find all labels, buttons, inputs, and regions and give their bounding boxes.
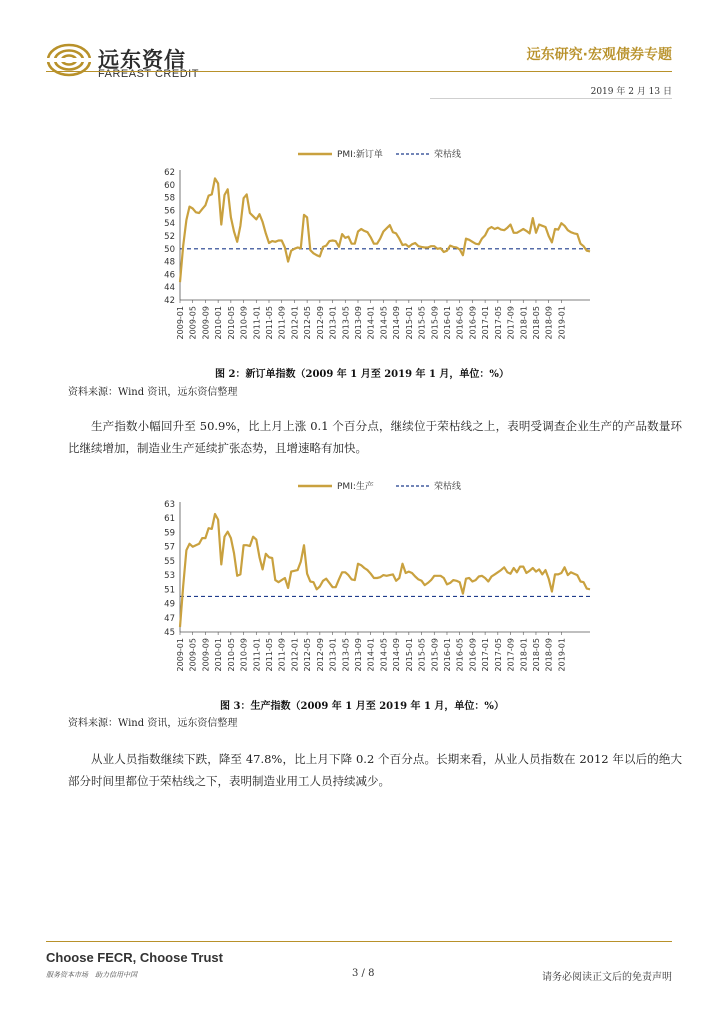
x-tick-label: 2015-01 bbox=[404, 306, 414, 340]
x-tick-label: 2010-01 bbox=[214, 638, 224, 672]
production-paragraph: 生产指数小幅回升至 50.9%，比上月上涨 0.1 个百分点，继续位于荣枯线之上，表明受调查企业生产的产品数量环比继续增加，制造业生产延续扩张态势，且增速略有加快。 bbox=[68, 419, 682, 455]
x-tick-label: 2013-01 bbox=[328, 638, 338, 672]
fareast-logo-icon bbox=[46, 42, 92, 78]
x-tick-label: 2017-01 bbox=[481, 306, 491, 340]
chart-legend bbox=[298, 480, 461, 492]
chart-legend bbox=[298, 148, 461, 160]
new-orders-chart-svg bbox=[160, 142, 610, 354]
x-tick-label: 2009-05 bbox=[188, 638, 198, 672]
x-tick-label: 2018-09 bbox=[544, 306, 554, 340]
figure-3-caption: 图 3：生产指数（2009 年 1 月至 2019 年 1 月，单位：%） bbox=[220, 701, 504, 712]
pmi-series-line bbox=[180, 514, 590, 627]
y-tick-label: 51 bbox=[164, 585, 175, 596]
y-tick-label: 52 bbox=[164, 232, 175, 242]
figure-3-source: 资料来源：Wind 资讯，远东资信整理 bbox=[68, 718, 238, 729]
employment-paragraph: 从业人员指数继续下跌，降至 47.8%，比上月下降 0.2 个百分点。长期来看，从业人员指数在 2012 年以后的绝大部分时间里都位于荣枯线之下，表明制造业用工人员持续减少。 bbox=[68, 752, 682, 788]
page-number: 3 / 8 bbox=[352, 968, 375, 979]
x-tick-label: 2017-01 bbox=[481, 638, 491, 672]
x-tick-label: 2014-01 bbox=[366, 306, 376, 340]
x-tick-label: 2015-09 bbox=[430, 638, 440, 672]
header-divider bbox=[46, 71, 672, 72]
x-tick-label: 2013-05 bbox=[341, 306, 351, 340]
x-tick-label: 2018-01 bbox=[519, 638, 529, 672]
y-tick-label: 58 bbox=[164, 193, 175, 204]
footer-subslogan: 服务资本市场 助力信用中国 bbox=[46, 971, 137, 979]
production-chart bbox=[160, 474, 610, 686]
x-tick-label: 2013-01 bbox=[328, 306, 338, 340]
date-divider bbox=[430, 98, 672, 99]
x-tick-label: 2012-09 bbox=[315, 638, 325, 672]
x-tick-label: 2011-05 bbox=[264, 638, 274, 672]
x-tick-label: 2014-01 bbox=[366, 638, 376, 672]
report-date: 2019 年 2 月 13 日 bbox=[590, 87, 672, 97]
x-tick-label: 2018-09 bbox=[544, 638, 554, 672]
x-tick-label: 2017-09 bbox=[506, 306, 516, 340]
x-tick-label: 2016-05 bbox=[455, 638, 465, 672]
x-tick-label: 2014-05 bbox=[379, 638, 389, 672]
x-tick-label: 2011-05 bbox=[264, 306, 274, 340]
x-tick-label: 2009-01 bbox=[176, 306, 185, 340]
x-tick-label: 2018-05 bbox=[531, 638, 541, 672]
x-tick-label: 2014-09 bbox=[392, 638, 402, 672]
x-tick-label: 2011-01 bbox=[252, 306, 262, 340]
y-tick-label: 44 bbox=[164, 283, 175, 294]
y-tick-label: 48 bbox=[164, 257, 175, 268]
x-tick-label: 2012-01 bbox=[290, 638, 300, 672]
x-tick-label: 2016-05 bbox=[455, 306, 465, 340]
x-tick-label: 2013-09 bbox=[353, 638, 363, 672]
y-tick-label: 62 bbox=[164, 168, 175, 178]
x-tick-label: 2016-01 bbox=[442, 638, 452, 672]
x-tick-label: 2017-05 bbox=[493, 638, 503, 672]
legend-series-label: PMI:生产 bbox=[337, 482, 374, 492]
y-tick-label: 42 bbox=[164, 296, 175, 306]
x-tick-label: 2012-09 bbox=[315, 306, 325, 340]
logo-chinese-name: 远东资信 bbox=[98, 48, 186, 72]
x-tick-label: 2012-05 bbox=[303, 306, 313, 340]
x-tick-label: 2009-09 bbox=[201, 306, 211, 340]
y-tick-label: 46 bbox=[164, 270, 175, 281]
x-tick-label: 2010-09 bbox=[239, 306, 249, 340]
x-tick-label: 2011-01 bbox=[252, 638, 262, 672]
x-tick-label: 2011-09 bbox=[277, 638, 287, 672]
x-tick-label: 2016-01 bbox=[442, 306, 452, 340]
x-tick-label: 2009-01 bbox=[176, 638, 185, 672]
x-tick-label: 2014-05 bbox=[379, 306, 389, 340]
report-series-title: 远东研究·宏观债券专题 bbox=[526, 47, 672, 63]
production-chart-svg bbox=[160, 474, 610, 686]
footer-slogan: Choose FECR, Choose Trust bbox=[46, 950, 223, 965]
pmi-series-line bbox=[180, 178, 590, 282]
x-tick-label: 2016-09 bbox=[468, 306, 478, 340]
disclaimer-note: 请务必阅读正文后的免责声明 bbox=[542, 972, 672, 983]
y-tick-label: 57 bbox=[164, 542, 175, 553]
y-tick-label: 50 bbox=[164, 244, 175, 255]
y-tick-label: 54 bbox=[164, 219, 175, 230]
x-tick-label: 2019-01 bbox=[557, 306, 567, 340]
x-tick-label: 2010-01 bbox=[214, 306, 224, 340]
y-tick-label: 63 bbox=[164, 500, 175, 510]
figure-2-source: 资料来源：Wind 资讯，远东资信整理 bbox=[68, 387, 238, 398]
x-tick-label: 2015-05 bbox=[417, 306, 427, 340]
x-tick-label: 2012-01 bbox=[290, 306, 300, 340]
y-tick-label: 60 bbox=[164, 180, 175, 191]
x-tick-label: 2015-09 bbox=[430, 306, 440, 340]
x-tick-label: 2015-01 bbox=[404, 638, 414, 672]
y-tick-label: 47 bbox=[164, 613, 175, 624]
x-tick-label: 2017-09 bbox=[506, 638, 516, 672]
y-tick-label: 61 bbox=[164, 514, 175, 525]
x-tick-label: 2019-01 bbox=[557, 638, 567, 672]
logo-english-name: FAREAST CREDIT bbox=[98, 68, 199, 80]
x-tick-label: 2018-05 bbox=[531, 306, 541, 340]
y-tick-label: 59 bbox=[164, 528, 175, 539]
y-tick-label: 56 bbox=[164, 206, 175, 217]
legend-threshold-label: 荣枯线 bbox=[434, 150, 462, 160]
x-tick-label: 2015-05 bbox=[417, 638, 427, 672]
figure-2-caption: 图 2：新订单指数（2009 年 1 月至 2019 年 1 月，单位：%） bbox=[215, 369, 509, 380]
y-tick-label: 55 bbox=[164, 556, 175, 567]
x-tick-label: 2010-05 bbox=[226, 638, 236, 672]
y-tick-label: 49 bbox=[164, 599, 175, 610]
x-tick-label: 2009-05 bbox=[188, 306, 198, 340]
x-tick-label: 2013-09 bbox=[353, 306, 363, 340]
legend-series-label: PMI:新订单 bbox=[337, 150, 383, 160]
x-tick-label: 2012-05 bbox=[303, 638, 313, 672]
x-tick-label: 2009-09 bbox=[201, 638, 211, 672]
y-tick-label: 53 bbox=[164, 571, 175, 582]
legend-threshold-label: 荣枯线 bbox=[434, 482, 462, 492]
footer-divider bbox=[46, 941, 672, 942]
new-orders-chart bbox=[160, 142, 610, 354]
x-tick-label: 2011-09 bbox=[277, 306, 287, 340]
x-tick-label: 2010-09 bbox=[239, 638, 249, 672]
x-tick-label: 2014-09 bbox=[392, 306, 402, 340]
x-tick-label: 2016-09 bbox=[468, 638, 478, 672]
x-tick-label: 2017-05 bbox=[493, 306, 503, 340]
x-tick-label: 2013-05 bbox=[341, 638, 351, 672]
x-tick-label: 2010-05 bbox=[226, 306, 236, 340]
x-tick-label: 2018-01 bbox=[519, 306, 529, 340]
y-tick-label: 45 bbox=[164, 628, 175, 638]
